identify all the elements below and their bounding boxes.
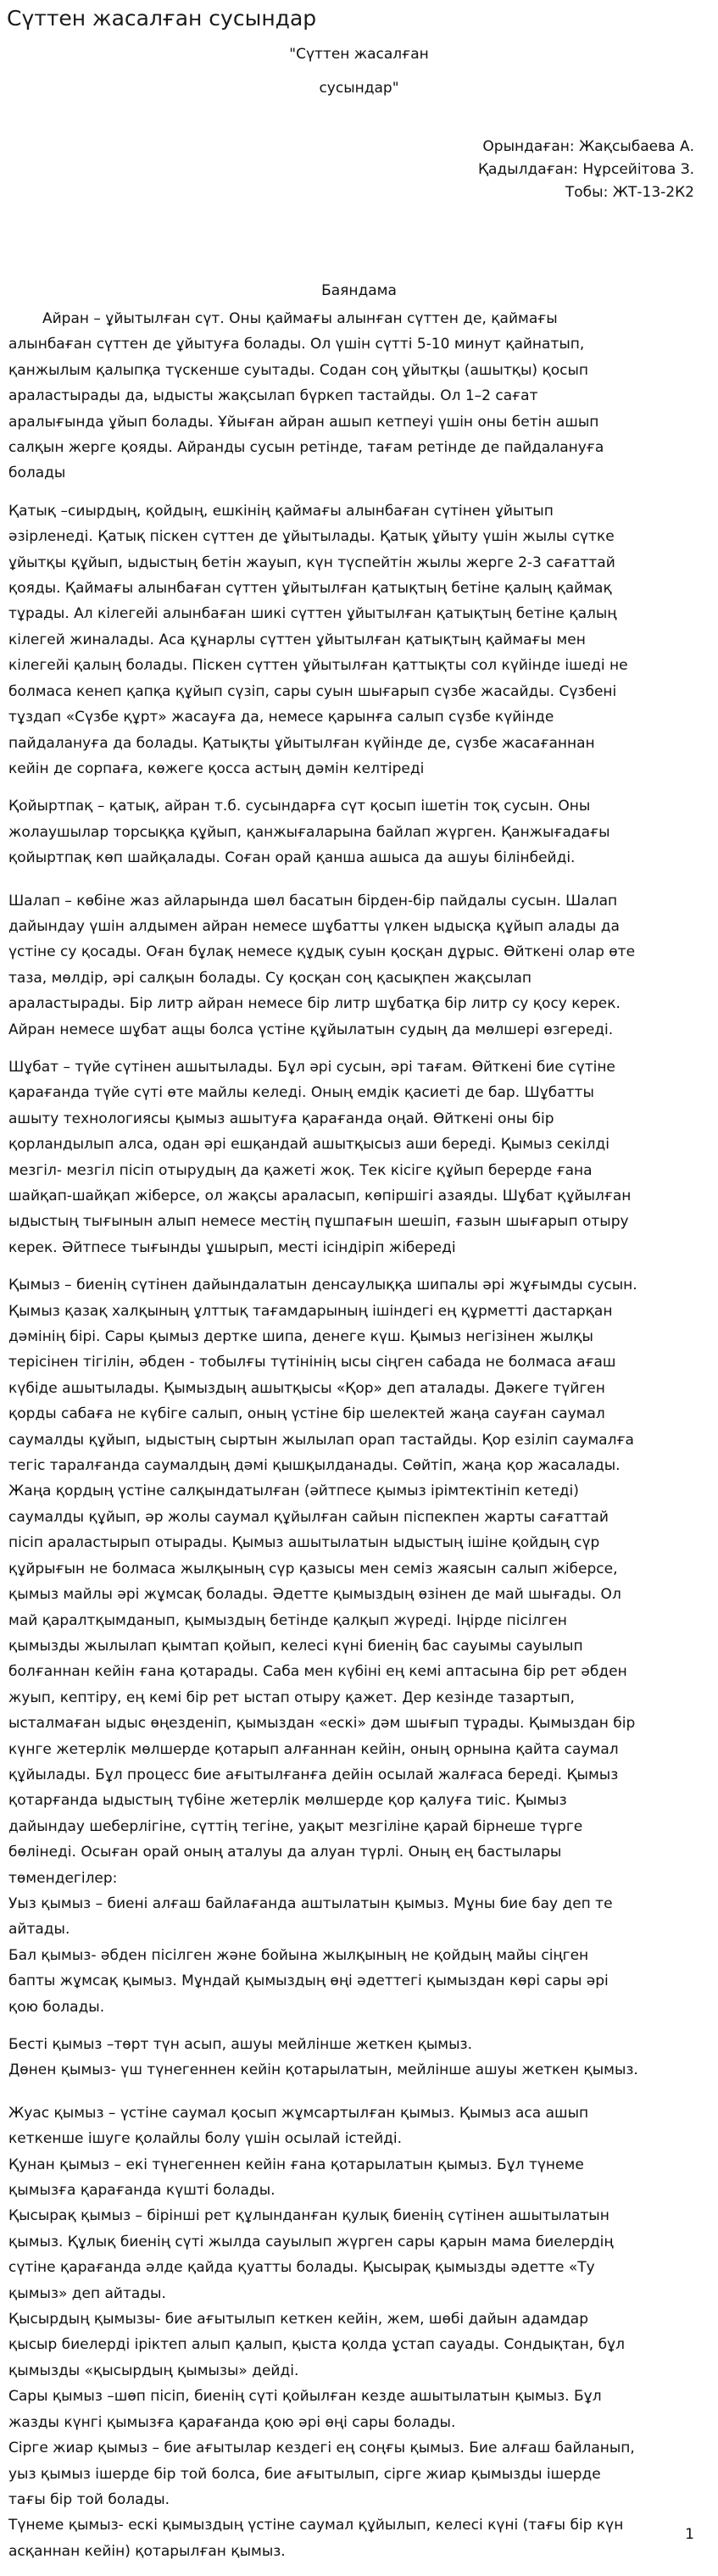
document-title: Сүттен жасалған сусындар xyxy=(7,6,317,31)
section-heading: Баяндама xyxy=(321,282,397,299)
paragraph-katyk: Қатық –сиырдың, қойдың, ешкінің қаймағы алынбаған сүтінен ұйытып әзірленеді. Қатық піскен сүттен де ұйытылады. Қатық ұйыту үшін жылы сүтке ұйытқы құйып, ыдыстың бетін жауып, күн түспейтін жылы жерге 2-3 сағаттай қояды. Қаймағы алынбаған сүттен ұйытылған қатықтың бетіне қалың қаймақ тұрады. Ал кілегейі алынбаған шикі сүттен ұйытылған қатықтың бетіне қалың кілегей жиналады. Аса құнарлы сүттен ұйытылған қатықтың қаймағы мен кілегейі қалың болады. Піскен сүттен ұйытылған қаттықты сол күйінде ішеді не болмаса кенеп қапқа құйып сүзіп, сары суын шығарып сүзбе жасайды. Сүзбені тұздап «Сүзбе құрт» жасауға да, немесе қарынға салып сүзбе күйінде пайдалануға да болады. Қатықты ұйытылған күйінде де, сүзбе жасағаннан кейін де сорпаға, көжеге қосса астың дәмін келтіреді xyxy=(8,502,628,777)
group-line: Тобы: ЖТ-13-2К2 xyxy=(565,184,694,201)
paragraph-zhuas-kymyz: Жуас қымыз – үстіне саумал қосып жұмсартылған қымыз. Қымыз аса ашып кеткенше ішуге қолайлы болу үшін осылай істейді. Қунан қымыз – екі түнегеннен кейін ғана қотарылатын қымыз. Бұл түнеме қымызға қарағанда күшті болады. Қысырақ қымыз – бірінші рет құлынданған қулық биенің сүтінен ашытылатын қымыз. Құлық биенің сүті жылда сауылып жүрген сары қарын мама биелердің сүтіне қарағанда әлде қайда қуатты болады. Қысырақ қымызды әдетте «Ту қымыз» деп айтады. Қысырдың қымызы- бие ағытылып кеткен кейін, жем, шөбі дайын адамдар қысыр биелерді іріктеп алып қалып, қыста қолда ұстап сауады. Сондықтан, бұл қымызды «қысырдың қымызы» дейді. Сары қымыз –шөп пісіп, биенің сүті қойылған кезде ашытылатын қымыз. Бұл жазды күнгі қымызға қарағанда қою әрі өңі сары болады. Сірге жиар қымыз – бие ағытылар кездегі ең соңғы қымыз. Бие алғаш байланып, уыз қымыз ішерде бір той болса, бие ағытылып, сірге жиар қымызды ішерде тағы бір той болады. Түнеме қымыз- ескі қымыздың үстіне саумал құйылып, келесі күні (тағы бір күн асқаннан кейін) қотарылған қымыз. xyxy=(8,2104,635,2560)
paragraph-shalap: Шалап – көбіне жаз айларында шөл басатын бірден-бір пайдалы сусын. Шалап дайындау үшін алдымен айран немесе шұбатты үлкен ыдысқа құйып алады да үстіне су қосады. Оған бұлақ немесе құдық суын қосқан дұрыс. Өйткені олар өте таза, мөлдір, әрі салқын болады. Су қосқан соң қасықпен жақсылап араластырады. Бір литр айран немесе бір литр шұбатқа бір литр су қосу керек. Айран немесе шұбат ащы болса үстіне құйылатын судың да мөлшері өзгереді. xyxy=(8,892,636,1038)
performer-line: Орындаған: Жақсыбаева А. xyxy=(482,138,694,155)
title-line-1: "Сүттен жасалған xyxy=(289,46,429,63)
author-info xyxy=(478,136,694,204)
paragraph-shubat: Шұбат – түйе сүтінен ашытылады. Бұл әрі сусын, әрі тағам. Өйткені бие сүтіне қарағанда түйе сүті өте майлы келеді. Оның емдік қасиеті де бар. Шұбатты ашыту технологиясы қымыз ашытуға қарағанда оңай. Өйткені оны бір қорландылып алса, одан әрі ешқандай ашытқысыз аши береді. Қымыз секілді мезгіл- мезгіл пісіп отырудың да қажеті жоқ. Тек кісіге құйып берерде ғана шайқап-шайқап жіберсе, ол жақсы араласып, көпіршігі азаяды. Шұбат құйылған ыдыстың тығынын алып немесе местің пұшпағын шешіп, ғазын шығарып отыру керек. Әйтпесе тығынды ұшырып, месті ісіндіріп жібереді xyxy=(8,1058,632,1256)
paragraph-kymyz: Қымыз – биенің сүтінен дайындалатын денсаулыққа шипалы әрі жұғымды сусын. Қымыз қазақ халқының ұлттық тағамдарының ішіндегі ең құрметті дастарқан дәмінің бірі. Сары қымыз дертке шипа, денеге күш. Қымыз негізінен жылқы терісінен тігілін, әбден - тобылғы түтінінің ысы сіңген сабада не болмаса ағаш күбіде ашытылады. Қымыздың ашытқысы «Қор» деп аталады. Дәкеге түйген қорды сабаға не күбіге салып, оның үстіне бір шелектей жаңа сауған саумал саумалды құйып, ыдыстың сыртын жылылап орап тастайды. Қор езіліп саумалға тегіс таралғанда саумалдың дәмі қышқылданады. Сөйтіп, жаңа қор жасалады. Жаңа қордың үстіне салқындатылған (әйтпесе қымыз ірімтектініп кетеді) саумалды құйып, әр жолы саумал құйылған сайын піспекпен жарты сағаттай пісіп араластырып отырады. Қымыз ашытылатын ыдыстың ішіне қойдың сүр құйрығын не болмаса жылқының сүр қазысы мен семіз жаясын салып жіберсе, қымыз майлы әрі жұмсақ болады. Әдетте қымыздың өзінен де май шығады. Ол май қаралтқымданып, қымыздың бетінде қалқып жүреді. Іңірде пісілген қымызды жылылап қымтап қойып, келесі күні биенің бас сауымы сауылып болғаннан кейін ғана қотарады. Саба мен күбіні ең кемі аптасына бір рет әбден жуып, кептіру, ең кемі бір рет ыстап отыру қажет. Дер кезінде тазартып, ысталмаған ыдыс өңезденіп, қымыздан «ескі» дәм шығып тұрады. Қымыздан бір күнге жетерлік мөлшерде қотарып алғаннан кейін, оның орнына қайта саумал құйылады. Бұл процесс бие ағытылғанға дейін осылай жалғаса береді. Қымыз қотарғанда ыдыстың түбіне жетерлік мөлшерде қор қалуға тиіс. Қымыз дайындау шеберлігіне, сүттің тегіне, уақыт мезгіліне қарай бірнеше түрге бөлінеді. Осыған орай оның аталуы да алуан түрлі. Оның ең бастылары төмендегілер: Уыз қымыз – биені алғаш байлағанда аштылатын қымыз. Мұны бие бау деп те айтады. Бал қымыз- әбден пісілген және бойына жылқының не қойдың майы сіңген бапты жұмсақ қымыз. Мұндай қымыздың өңі әдеттегі қымыздан көрі сары әрі қою болады. xyxy=(8,1277,637,2016)
examiner-line: Қадылдаған: Нұрсейітова З. xyxy=(477,161,694,178)
paragraph-ayran: Айран – ұйытылған сүт. Оны қаймағы алынған сүттен де, қаймағы алынбаған сүттен де ұйытуға болады. Ол үшін сүтті 5-10 минут қайнатып, қанжылым қалыпқа түскенше суытады. Содан соң ұйытқы (ашытқы) қосып араластырады да, ыдысты жақсылап бүркеп тастайды. Ол 1–2 сағат аралығында ұйып болады. Ұйыған айран ашып кетпеуі үшін оны бетін ашып салқын жерге қояды. Айранды сусын ретінде, тағам ретінде де пайдалануға болады xyxy=(8,310,604,482)
paragraph-besti-kymyz: Бесті қымыз –төрт түн асып, ашуы мейлінше жеткен қымыз. Дөнен қымыз- үш түнегеннен кейін қотарылатын, мейлінше ашуы жеткен қымыз. xyxy=(8,2036,638,2079)
title-line-2: сусындар" xyxy=(319,80,399,97)
title-block xyxy=(0,37,718,105)
paragraph-koyirtpak: Қойыртпақ – қатық, айран т.б. сусындарға сүт қосып ішетін тоқ сусын. Оны жолаушылар торсыққа құйып, қанжығаларына байлап жүрген. Қанжығадағы қойыртпақ көп шайқалады. Соған орай қанша ашыса да ашуы білінбейді. xyxy=(8,798,610,867)
page-number: 1 xyxy=(685,2526,694,2543)
document-body xyxy=(8,306,712,2576)
